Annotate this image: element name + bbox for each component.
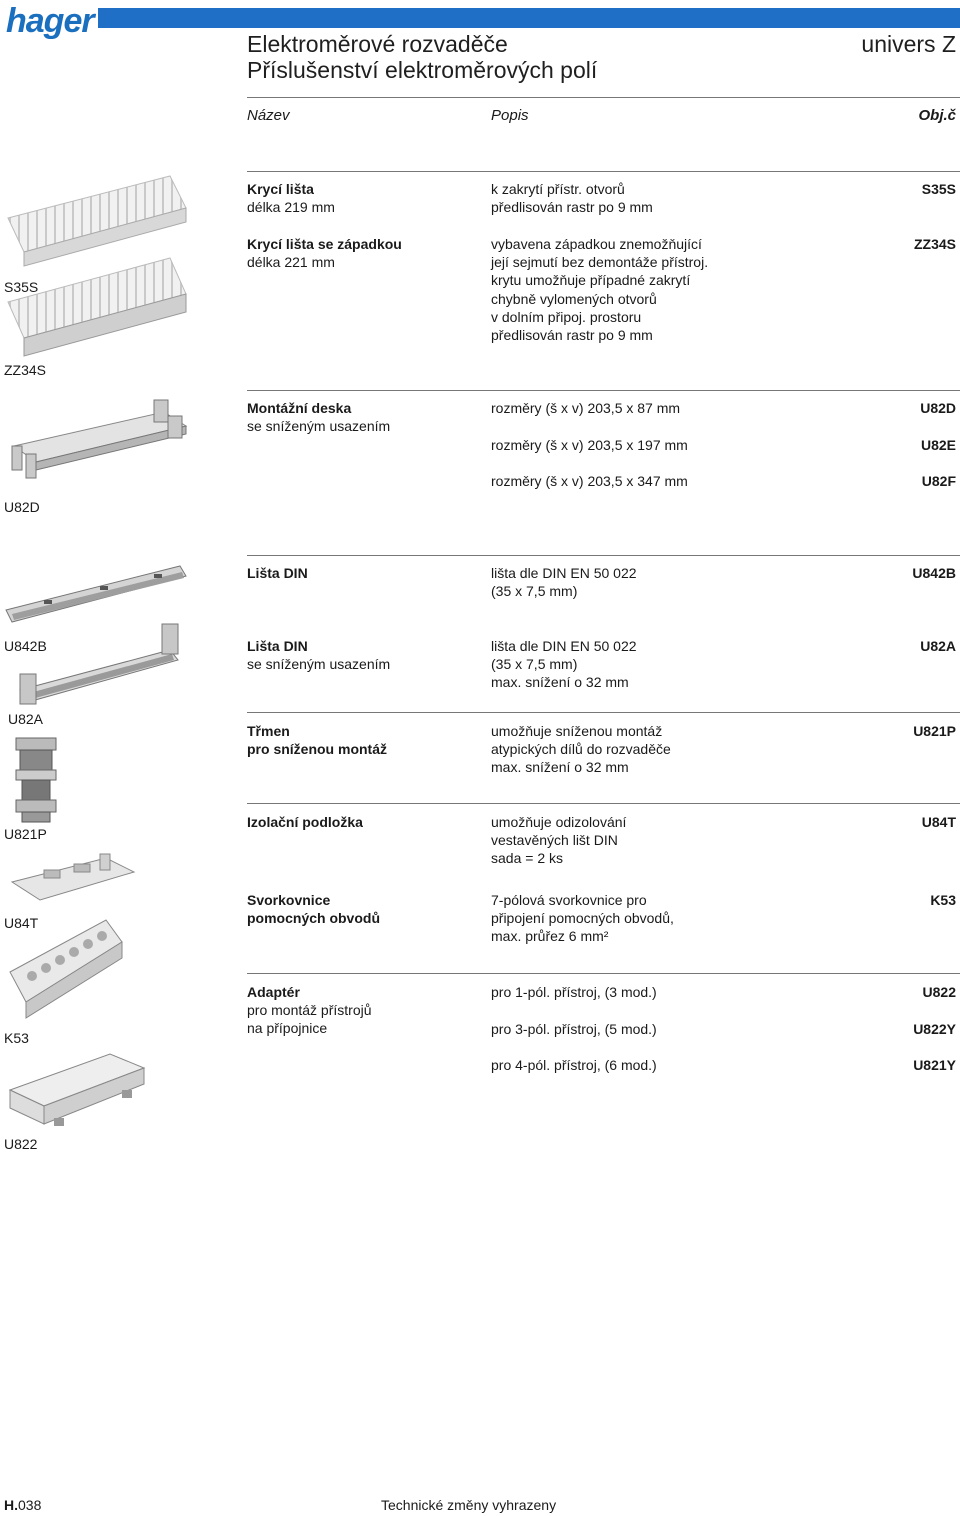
- order-code: U84T: [921, 814, 956, 830]
- order-code: U82D: [920, 400, 956, 416]
- image-label: S35S: [4, 279, 39, 295]
- mounting-plate-image: [4, 398, 194, 498]
- product-description: lišta dle DIN EN 50 022 (35 x 7,5 mm): [491, 565, 637, 600]
- image-label: U84T: [4, 915, 39, 931]
- product-description: k zakrytí přístr. otvorů předlisován rastr po 9 mm: [491, 181, 653, 216]
- image-label: U822: [4, 1136, 38, 1152]
- product-description: pro 3-pól. přístroj, (5 mod.): [491, 1021, 657, 1037]
- image-label: ZZ34S: [4, 362, 47, 378]
- row-divider: [247, 555, 960, 556]
- product-name: Montážní deska se sníženým usazením: [247, 400, 391, 435]
- image-label: K53: [4, 1030, 29, 1046]
- product-name: Třmen pro sníženou montáž: [247, 723, 387, 758]
- univers-label: univers Z: [861, 31, 956, 57]
- order-code: ZZ34S: [913, 236, 956, 252]
- order-code: U82F: [921, 473, 956, 489]
- bracket-image: [10, 736, 66, 824]
- order-code: U822Y: [913, 1021, 956, 1037]
- product-description: pro 1-pól. přístroj, (3 mod.): [491, 984, 657, 1000]
- page-number: H.038: [4, 1497, 42, 1513]
- column-header-name: Název: [247, 107, 290, 124]
- image-label: U842B: [4, 638, 47, 654]
- product-name: Krycí lišta se západkou délka 221 mm: [247, 236, 402, 271]
- image-label: U82D: [4, 499, 40, 515]
- product-description: umožňuje sníženou montáž atypických dílů do rozvaděče max. snížení o 32 mm: [491, 723, 671, 776]
- cover-strip-image: [0, 170, 190, 370]
- footer-note: Technické změny vyhrazeny: [381, 1497, 557, 1513]
- product-description: rozměry (š x v) 203,5 x 197 mm: [491, 437, 688, 453]
- product-description: lišta dle DIN EN 50 022 (35 x 7,5 mm) max. snížení o 32 mm: [491, 638, 637, 691]
- product-name: Svorkovnice pomocných obvodů: [247, 892, 380, 927]
- order-code: U822: [922, 984, 956, 1000]
- product-description: pro 4-pól. přístroj, (6 mod.): [491, 1057, 657, 1073]
- product-description: 7-pólová svorkovnice pro připojení pomocných obvodů, max. průřez 6 mm²: [491, 892, 674, 945]
- product-description: umožňuje odizolování vestavěných lišt DIN sada = 2 ks: [491, 814, 627, 867]
- image-label: U82A: [8, 711, 44, 727]
- order-code: U82E: [920, 437, 956, 453]
- product-description: rozměry (š x v) 203,5 x 347 mm: [491, 473, 688, 489]
- row-divider: [247, 803, 960, 804]
- product-description: rozměry (š x v) 203,5 x 87 mm: [491, 400, 681, 416]
- product-name: Krycí lišta délka 219 mm: [247, 181, 335, 216]
- header-divider: [247, 97, 960, 98]
- row-divider: [247, 973, 960, 974]
- page-subtitle: Příslušenství elektroměrových polí: [247, 57, 598, 83]
- insulating-pad-image: [8, 852, 138, 912]
- row-divider: [247, 390, 960, 391]
- header-bar: [98, 8, 960, 28]
- order-code: U82A: [920, 638, 956, 654]
- terminal-block-image: [6, 912, 126, 1022]
- page-title: Elektroměrové rozvaděče: [247, 31, 508, 57]
- order-code: U842B: [912, 565, 956, 581]
- image-label: U821P: [4, 826, 47, 842]
- adapter-image: [6, 1048, 150, 1132]
- product-name: Izolační podložka: [247, 814, 363, 830]
- product-description: vybavena západkou znemožňující její sejmutí bez demontáže přístroj. krytu umožňuje případné zakrytí chybně vylomených otvorů v dolním připoj. prostoru předlisován rastr po 9 mm: [491, 236, 709, 344]
- order-code: K53: [930, 892, 956, 908]
- lowered-din-rail-image: [10, 620, 190, 710]
- product-name: Lišta DIN: [247, 565, 308, 581]
- order-code: S35S: [921, 181, 956, 197]
- order-code: U821P: [913, 723, 956, 739]
- hager-logo: hager: [6, 2, 94, 40]
- product-name: Adaptér pro montáž přístrojů na přípojnice: [247, 984, 372, 1037]
- order-code: U821Y: [913, 1057, 956, 1073]
- row-divider: [247, 171, 960, 172]
- column-header-order-number: Obj.č: [918, 107, 956, 124]
- column-header-description: Popis: [491, 107, 529, 124]
- row-divider: [247, 712, 960, 713]
- product-name: Lišta DIN se sníženým usazením: [247, 638, 391, 673]
